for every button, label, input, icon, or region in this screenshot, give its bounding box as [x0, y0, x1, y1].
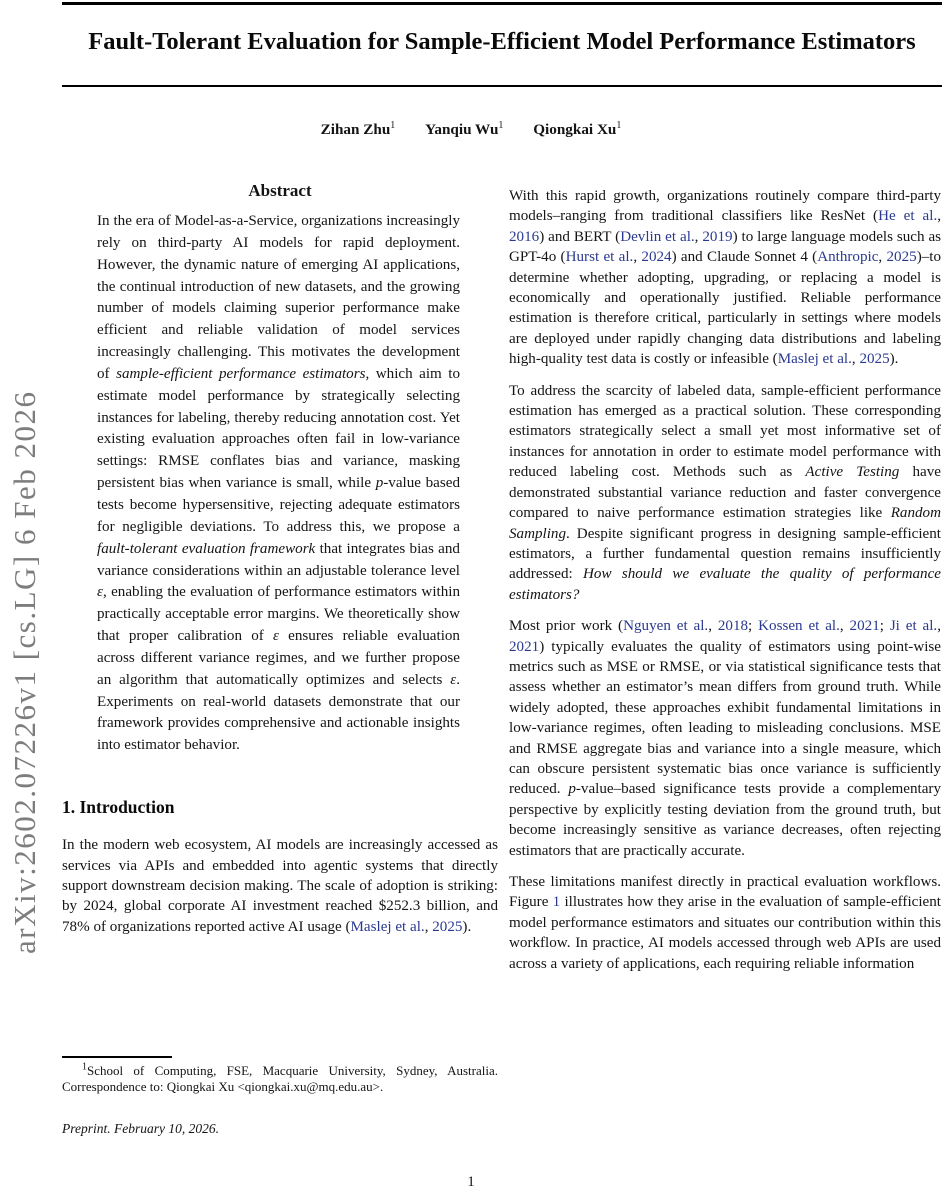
body-paragraph: [509, 616, 941, 861]
body-text: ,: [633, 249, 642, 266]
citation-link[interactable]: 2021: [509, 638, 540, 655]
citation-link[interactable]: Maslej et al.: [777, 351, 852, 368]
citation-link[interactable]: 2025: [432, 918, 463, 935]
body-text: )–to determine whether adopting, upgrading, or replacing a model is economically and operationally justified. Reliable performance estimation is therefore critical, particularly in settings where models are deployed under rapidly changing data distributions and labeling high-quality test data is costly or infeasible (: [509, 249, 942, 368]
body-text: ,: [424, 918, 433, 935]
emphasis-text: ε: [97, 584, 103, 601]
emphasis-text: Active Testing: [805, 464, 900, 481]
citation-link[interactable]: 2016: [509, 228, 540, 245]
arxiv-watermark: arXiv:2602.07226v1 [cs.LG] 6 Feb 2026: [7, 390, 42, 954]
page-number: 1: [467, 1174, 475, 1190]
top-rule: [62, 2, 942, 5]
footnote-rule: [62, 1056, 172, 1058]
author-2: [425, 121, 503, 138]
citation-link[interactable]: He et al.: [878, 208, 938, 225]
citation-link[interactable]: Kossen et al.: [758, 618, 840, 635]
body-paragraph: [509, 186, 941, 370]
author-3-name: Qiongkai Xu: [533, 121, 617, 138]
author-3: [533, 121, 621, 138]
body-text: These limitations manifest directly in practical evaluation workflows. Figure: [509, 874, 941, 911]
author-3-affiliation-mark: 1: [616, 119, 622, 131]
body-text: have demonstrated substantial variance reduction and faster convergence compared to naive performance estimation strategies like: [509, 464, 941, 522]
body-text: ).: [889, 351, 899, 368]
citation-link[interactable]: 2025: [859, 351, 890, 368]
body-text: With this rapid growth, organizations routinely compare third-party models–ranging from traditional classifiers like ResNet (: [509, 188, 941, 225]
body-text: -value–based significance tests provide a complementary perspective by explicitly testing deviation from the ground truth, but become increasingly sensitive as variance decreases, often rejecting estimators that are practically accurate.: [509, 781, 942, 859]
footnote-mark: 1: [82, 1061, 87, 1073]
citation-link[interactable]: 2025: [886, 249, 917, 266]
citation-link[interactable]: 2021: [849, 618, 880, 635]
citation-link[interactable]: Hurst et al.: [565, 249, 634, 266]
body-text: In the era of Model-as-a-Service, organizations increasingly rely on third-party AI models for rapid deployment. However, the dynamic nature of emerging AI applications, the continual introduction of new datasets, and the growing number of models claiming superior performance make efficient and reliable validation of model services increasingly challenging. This motivates the development of: [97, 213, 460, 382]
body-text: , which aim to estimate model performance by strategically selecting instances for labeling, thereby reducing annotation cost. Yet existing evaluation approaches often fail in low-variance settings: RMSE conflates bias and variance, masking persistent bias when variance is small, while: [97, 365, 460, 492]
affiliation-footnote: [62, 1063, 498, 1094]
body-text: . Experiments on real-world datasets demonstrate that our framework provides comprehensive and actionable insights into estimator behavior.: [97, 671, 460, 754]
body-text: Most prior work (: [509, 618, 624, 635]
body-text: ).: [462, 918, 472, 935]
body-text: , enabling the evaluation of performance estimators within practically acceptable error margins. We theoretically show that proper calibration of: [97, 584, 460, 645]
body-paragraph: [509, 381, 941, 605]
body-text: ) to large language models such as GPT-4o (: [509, 228, 942, 266]
body-text: To address the scarcity of labeled data, sample-efficient performance estimation has emerged as a practical solution. These corresponding estimators strategically select a small yet most informative set of instances for annotation in order to estimate model performance with reduced labeling cost. Methods such as: [509, 382, 941, 481]
body-text: ) and BERT (: [539, 228, 621, 245]
author-2-affiliation-mark: 1: [498, 119, 504, 131]
section-heading-introduction: 1. Introduction: [62, 797, 175, 818]
citation-link[interactable]: 2019: [702, 228, 733, 245]
citation-link[interactable]: 2018: [717, 618, 749, 635]
citation-link[interactable]: Ji et al.: [889, 618, 938, 635]
body-text: ,: [851, 351, 860, 368]
body-text: . Despite significant progress in designing sample-efficient estimators, a further fundamental question remains insufficiently addressed:: [509, 525, 941, 583]
author-2-name: Yanqiu Wu: [425, 121, 499, 138]
title-rule: [62, 85, 942, 87]
footnote-body-text: School of Computing, FSE, Macquarie University, Sydney, Australia. Correspondence to: Qiongkai Xu <qiongkai.xu@mq.edu.au>.: [62, 1063, 498, 1094]
author-1-affiliation-mark: 1: [390, 119, 396, 131]
body-text: -value based tests become hypersensitive, rejecting adequate estimators for negligible deviations. To address this, we propose a: [97, 475, 460, 535]
citation-link[interactable]: 1: [552, 894, 561, 911]
body-text: ;: [879, 618, 890, 635]
citation-link[interactable]: Devlin et al.: [620, 228, 695, 245]
body-text: that integrates bias and variance considerations within an adjustable tolerance level: [97, 540, 460, 579]
body-text: In the modern web ecosystem, AI models are increasingly accessed as services via APIs and embedded into agentic systems that directly support downstream decision making. The scale of adoption is striking: by 2024, global corporate AI investment reached $252.3 billion, and 78% of organizations reported active AI usage (: [62, 837, 498, 935]
left-column: [62, 181, 498, 937]
body-text: ) and Claude Sonnet 4 (: [671, 249, 818, 266]
footnote-block: [62, 1056, 498, 1137]
author-1: [321, 121, 396, 138]
body-paragraph: [509, 872, 941, 974]
citation-link[interactable]: 2024: [641, 249, 672, 266]
body-text: ,: [878, 249, 887, 266]
author-1-name: Zihan Zhu: [320, 121, 391, 138]
citation-link[interactable]: Nguyen et al.: [623, 618, 709, 635]
body-text: ,: [839, 618, 850, 635]
author-line: [0, 121, 942, 139]
right-column: [509, 186, 941, 985]
emphasis-text: ε: [450, 671, 457, 688]
body-text: ,: [708, 618, 718, 635]
introduction-paragraph: [62, 835, 498, 937]
citation-link[interactable]: Anthropic: [817, 249, 879, 266]
emphasis-text: How should we evaluate the quality of performance estimators?: [509, 566, 941, 603]
abstract-paragraph: [97, 211, 460, 757]
body-text: ,: [937, 618, 941, 635]
body-text: ,: [937, 208, 941, 225]
paper-title: Fault-Tolerant Evaluation for Sample-Efficient Model Performance Estimators: [88, 28, 916, 55]
body-text: ) typically evaluates the quality of estimators using point-wise metrics such as MSE or RMSE, or via statistical significance tests that assess whether an estimator’s mean differs from ground truth. While widely adopted, these approaches exhibit fundamental limitations in low-variance regimes, often leading to misleading conclusions. MSE and RMSE aggregate bias and variance into a single measure, which can obscure persistent systematic bias once variance is sufficiently reduced.: [509, 638, 941, 798]
body-text: ,: [694, 228, 703, 245]
emphasis-text: p: [568, 781, 576, 798]
body-text: ;: [748, 618, 759, 635]
emphasis-text: sample-efficient performance estimators: [116, 365, 366, 382]
body-text: illustrates how they arise in the evaluation of sample-efficient model performance estimators and situates our contribution within this workflow. In practice, AI models accessed through web APIs are used across a variety of applications, each requiring reliable information: [509, 894, 941, 972]
abstract-heading: Abstract: [248, 181, 312, 200]
emphasis-text: fault-tolerant evaluation framework: [97, 540, 316, 557]
emphasis-text: p: [375, 475, 384, 492]
body-text: ensures reliable evaluation across different variance regimes, and we further propose an algorithm that automatically optimizes and selects: [97, 628, 460, 688]
citation-link[interactable]: Maslej et al.: [350, 918, 425, 935]
emphasis-text: ε: [273, 628, 279, 645]
preprint-notice: Preprint. February 10, 2026.: [62, 1121, 219, 1137]
emphasis-text: Random Sampling: [509, 505, 941, 542]
